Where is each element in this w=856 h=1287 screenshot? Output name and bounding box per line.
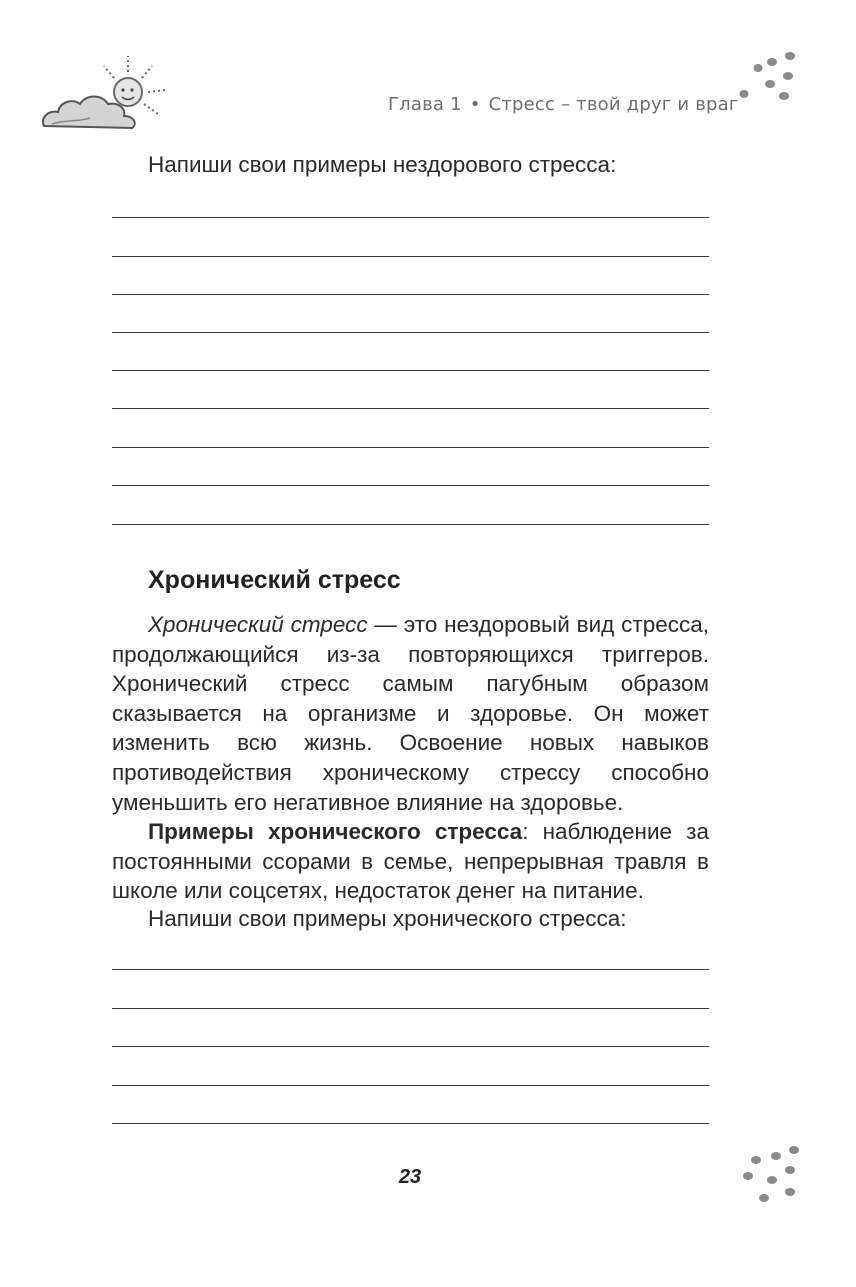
writing-line[interactable]	[112, 217, 709, 218]
definition-paragraph	[112, 610, 709, 817]
chapter-label: Глава 1	[388, 94, 462, 115]
writing-line[interactable]	[112, 1046, 709, 1047]
prompt-chronic-stress: Напиши свои примеры хронического стресса:	[148, 906, 627, 931]
running-header	[388, 94, 739, 115]
examples-label: Примеры хронического стресса	[148, 819, 523, 844]
writing-line[interactable]	[112, 332, 709, 333]
writing-line[interactable]	[112, 485, 709, 486]
section-heading: Хронический стресс	[148, 566, 401, 594]
prompt-unhealthy-stress: Напиши свои примеры нездорового стресса:	[148, 152, 617, 177]
writing-line[interactable]	[112, 1008, 709, 1009]
definition-term: Хронический стресс	[148, 612, 368, 637]
writing-line[interactable]	[112, 294, 709, 295]
writing-line[interactable]	[112, 447, 709, 448]
chapter-title: Стресс – твой друг и враг	[488, 94, 739, 115]
writing-line[interactable]	[112, 370, 709, 371]
page-number: 23	[398, 1166, 422, 1188]
writing-line[interactable]	[112, 408, 709, 409]
writing-line[interactable]	[112, 524, 709, 525]
header-separator: •	[469, 94, 481, 115]
writing-line[interactable]	[112, 1123, 709, 1124]
examples-paragraph	[112, 817, 709, 906]
writing-line[interactable]	[112, 969, 709, 970]
decorative-dots-bottom	[736, 1140, 806, 1208]
writing-line[interactable]	[112, 256, 709, 257]
decorative-dots-top	[732, 48, 802, 108]
writing-line[interactable]	[112, 1085, 709, 1086]
definition-text: — это нездоровый вид стресса, продолжающийся из-за повторяющихся триггеров. Хронический стресс самым пагубным образом сказывается на организме и здоровье. Он может изменить всю жизнь. Освоение новых навыков противодействия хроническому стрессу способно уменьшить его негативное влияние на здоровье.	[112, 612, 709, 815]
sun-cloud-illustration	[38, 48, 178, 138]
examples-text: : наблюдение за постоянными ссорами в семье, непрерывная травля в школе или соцсетях, недостаток денег на питание.	[112, 819, 710, 904]
